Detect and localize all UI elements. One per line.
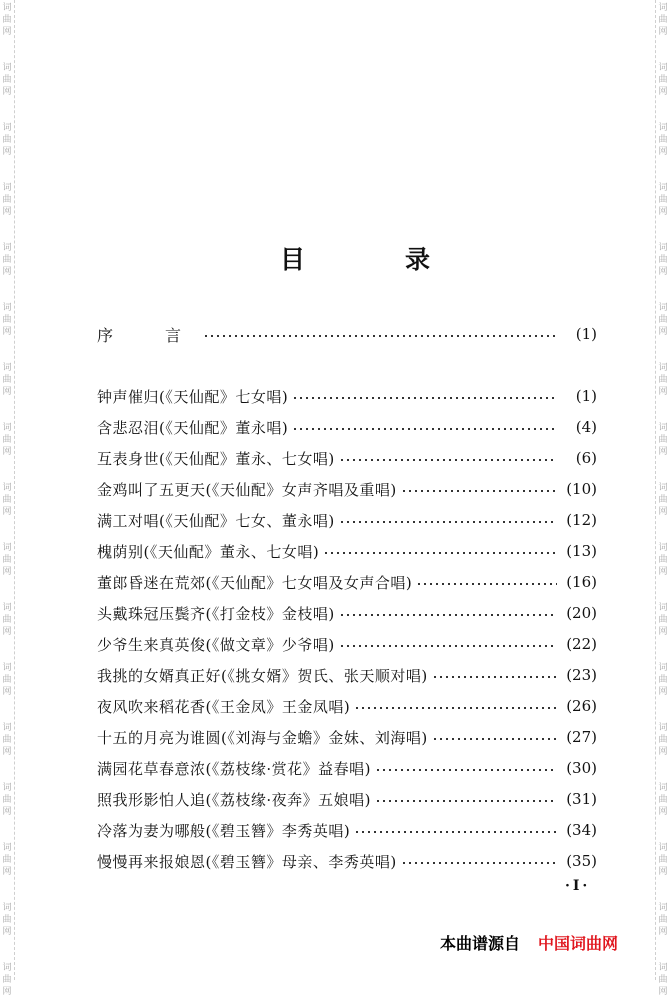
toc-entry[interactable] xyxy=(97,726,597,748)
toc-entry-title: 满工对唱(《天仙配》七女、董永唱) xyxy=(97,511,335,530)
watermark-char: 曲 xyxy=(658,15,668,25)
toc-leader-dots xyxy=(323,552,557,554)
watermark-char: 曲 xyxy=(2,375,12,385)
watermark-char: 曲 xyxy=(2,315,12,325)
watermark-char: 词 xyxy=(2,963,12,973)
watermark-mark xyxy=(657,842,669,878)
watermark-char: 曲 xyxy=(658,195,668,205)
watermark-char: 曲 xyxy=(658,495,668,505)
watermark-mark xyxy=(657,2,669,38)
toc-entry-page: (1) xyxy=(575,387,597,405)
watermark-char: 曲 xyxy=(658,615,668,625)
watermark-char: 曲 xyxy=(2,795,12,805)
watermark-char: 曲 xyxy=(658,555,668,565)
watermark-mark xyxy=(657,662,669,698)
toc-leader-dots xyxy=(292,428,557,430)
toc-entry-page: (16) xyxy=(566,573,597,591)
toc-entry[interactable] xyxy=(97,416,597,438)
watermark-mark xyxy=(1,602,13,638)
toc-entry-page: (34) xyxy=(566,821,597,839)
watermark-char: 词 xyxy=(658,303,668,313)
watermark-char: 词 xyxy=(658,963,668,973)
watermark-char: 曲 xyxy=(658,675,668,685)
watermark-char: 曲 xyxy=(2,675,12,685)
watermark-mark xyxy=(1,482,13,518)
watermark-char: 曲 xyxy=(2,195,12,205)
watermark-char: 网 xyxy=(658,507,668,517)
watermark-char: 曲 xyxy=(658,75,668,85)
watermark-char: 网 xyxy=(2,747,12,757)
watermark-char: 网 xyxy=(658,267,668,277)
watermark-char: 网 xyxy=(2,927,12,937)
toc-preface-page: (1) xyxy=(575,325,597,343)
toc-entry-page: (13) xyxy=(566,542,597,560)
title-char-1: 目 xyxy=(280,245,306,274)
footer-site-link[interactable]: 中国词曲网 xyxy=(538,934,619,953)
toc-entry-title: 头戴珠冠压鬓齐(《打金枝》金枝唱) xyxy=(97,604,335,623)
watermark-char: 曲 xyxy=(2,735,12,745)
watermark-char: 词 xyxy=(2,843,12,853)
watermark-char: 网 xyxy=(2,867,12,877)
toc-leader-dots xyxy=(401,862,557,864)
watermark-char: 网 xyxy=(2,327,12,337)
watermark-mark xyxy=(1,782,13,818)
watermark-mark xyxy=(657,902,669,938)
toc-entry[interactable] xyxy=(97,664,597,686)
watermark-char: 曲 xyxy=(658,435,668,445)
watermark-char: 词 xyxy=(2,483,12,493)
watermark-mark xyxy=(657,482,669,518)
watermark-mark xyxy=(657,962,669,998)
toc-entry-page: (20) xyxy=(566,604,597,622)
watermark-char: 曲 xyxy=(2,615,12,625)
page-number: ·Ⅰ· xyxy=(565,878,591,894)
toc-entry[interactable] xyxy=(97,447,597,469)
toc-leader-dots xyxy=(339,645,557,647)
watermark-char: 网 xyxy=(2,27,12,37)
toc-entry-title: 冷落为妻为哪般(《碧玉簪》李秀英唱) xyxy=(97,821,351,840)
toc-entry-page: (12) xyxy=(566,511,597,529)
toc-leader-dots xyxy=(375,769,557,771)
toc-entry-page: (27) xyxy=(566,728,597,746)
toc-leader-dots xyxy=(339,521,557,523)
toc-entry-title: 慢慢再来报娘恩(《碧玉簪》母亲、李秀英唱) xyxy=(97,852,397,871)
watermark-char: 词 xyxy=(658,423,668,433)
toc-entry-title: 钟声催归(《天仙配》七女唱) xyxy=(97,387,289,406)
toc-leader-dots xyxy=(375,800,557,802)
watermark-char: 词 xyxy=(658,903,668,913)
watermark-char: 词 xyxy=(658,603,668,613)
watermark-char: 网 xyxy=(2,627,12,637)
watermark-char: 网 xyxy=(658,327,668,337)
watermark-mark xyxy=(1,542,13,578)
watermark-char: 网 xyxy=(658,567,668,577)
watermark-char: 网 xyxy=(658,207,668,217)
toc-entry[interactable] xyxy=(97,788,597,810)
watermark-char: 词 xyxy=(658,543,668,553)
watermark-char: 曲 xyxy=(2,495,12,505)
watermark-char: 词 xyxy=(2,663,12,673)
toc-entry[interactable] xyxy=(97,602,597,624)
watermark-char: 曲 xyxy=(658,975,668,985)
watermark-char: 网 xyxy=(658,747,668,757)
watermark-char: 词 xyxy=(658,123,668,133)
watermark-char: 词 xyxy=(658,663,668,673)
watermark-char: 词 xyxy=(2,63,12,73)
toc-entry-title: 互表身世(《天仙配》董永、七女唱) xyxy=(97,449,335,468)
toc-leader-dots xyxy=(292,397,557,399)
page-title xyxy=(280,240,430,276)
watermark-char: 词 xyxy=(658,843,668,853)
toc-entry-page: (26) xyxy=(566,697,597,715)
toc-entry-title: 满园花草春意浓(《荔枝缘·赏花》益春唱) xyxy=(97,759,371,778)
watermark-char: 词 xyxy=(658,363,668,373)
toc-entry-title: 十五的月亮为谁圆(《刘海与金蟾》金妹、刘海唱) xyxy=(97,728,428,747)
toc-entry[interactable] xyxy=(97,571,597,593)
toc-entry[interactable] xyxy=(97,540,597,562)
watermark-char: 词 xyxy=(2,363,12,373)
toc-entry-page: (4) xyxy=(575,418,597,436)
watermark-mark xyxy=(1,422,13,458)
watermark-char: 网 xyxy=(2,87,12,97)
toc-entry[interactable] xyxy=(97,385,597,407)
watermark-char: 曲 xyxy=(658,795,668,805)
toc-entry-title: 董郎昏迷在荒郊(《天仙配》七女唱及女声合唱) xyxy=(97,573,413,592)
toc-leader-dots xyxy=(401,490,557,492)
watermark-mark xyxy=(1,362,13,398)
watermark-mark xyxy=(1,722,13,758)
toc-entry-page: (22) xyxy=(566,635,597,653)
watermark-mark xyxy=(1,302,13,338)
watermark-char: 曲 xyxy=(2,15,12,25)
watermark-char: 词 xyxy=(2,183,12,193)
watermark-char: 网 xyxy=(2,987,12,997)
watermark-char: 网 xyxy=(658,927,668,937)
watermark-char: 网 xyxy=(2,267,12,277)
watermark-char: 词 xyxy=(2,423,12,433)
watermark-char: 词 xyxy=(658,723,668,733)
watermark-char: 网 xyxy=(2,507,12,517)
watermark-mark xyxy=(657,722,669,758)
watermark-mark xyxy=(1,842,13,878)
watermark-char: 词 xyxy=(658,783,668,793)
toc-entry[interactable] xyxy=(97,757,597,779)
watermark-char: 网 xyxy=(658,147,668,157)
toc-leader-dots xyxy=(416,583,557,585)
watermark-mark xyxy=(1,902,13,938)
watermark-char: 网 xyxy=(2,807,12,817)
watermark-char: 网 xyxy=(658,627,668,637)
toc-entry[interactable] xyxy=(97,850,597,872)
left-watermark-strip xyxy=(0,0,15,997)
toc-leader-dots xyxy=(354,831,557,833)
watermark-char: 词 xyxy=(2,3,12,13)
toc-entry-title: 含悲忍泪(《天仙配》董永唱) xyxy=(97,418,289,437)
toc-entry-title: 照我形影怕人追(《荔枝缘·夜奔》五娘唱) xyxy=(97,790,371,809)
watermark-mark xyxy=(1,182,13,218)
watermark-char: 词 xyxy=(2,783,12,793)
watermark-char: 网 xyxy=(658,447,668,457)
watermark-char: 曲 xyxy=(2,75,12,85)
toc-entry[interactable] xyxy=(97,819,597,841)
watermark-char: 曲 xyxy=(2,855,12,865)
watermark-char: 曲 xyxy=(658,135,668,145)
watermark-mark xyxy=(657,542,669,578)
watermark-char: 曲 xyxy=(658,255,668,265)
footer-source-label: 本曲谱源自 xyxy=(440,934,521,953)
watermark-mark xyxy=(657,242,669,278)
watermark-char: 网 xyxy=(2,207,12,217)
toc-preface-row[interactable] xyxy=(97,323,597,345)
toc-entry[interactable] xyxy=(97,633,597,655)
watermark-char: 词 xyxy=(658,243,668,253)
toc-leader-dots xyxy=(339,614,557,616)
toc-entry-page: (10) xyxy=(566,480,597,498)
watermark-mark xyxy=(1,962,13,998)
watermark-char: 网 xyxy=(2,687,12,697)
watermark-char: 网 xyxy=(2,387,12,397)
watermark-char: 词 xyxy=(2,243,12,253)
toc-entry[interactable] xyxy=(97,478,597,500)
watermark-mark xyxy=(1,122,13,158)
watermark-char: 词 xyxy=(2,903,12,913)
watermark-mark xyxy=(657,182,669,218)
toc-leader-dots xyxy=(354,707,557,709)
toc-leader-dots xyxy=(203,335,557,337)
watermark-mark xyxy=(657,122,669,158)
toc-entry-title: 夜风吹来稻花香(《王金凤》王金凤唱) xyxy=(97,697,351,716)
toc-preface-label: 序 言 xyxy=(97,325,200,345)
title-char-2: 录 xyxy=(404,245,430,274)
toc-leader-dots xyxy=(432,676,557,678)
watermark-char: 词 xyxy=(2,723,12,733)
watermark-mark xyxy=(1,662,13,698)
watermark-mark xyxy=(1,242,13,278)
watermark-char: 词 xyxy=(658,3,668,13)
watermark-char: 词 xyxy=(2,303,12,313)
watermark-char: 曲 xyxy=(658,915,668,925)
watermark-char: 曲 xyxy=(2,555,12,565)
watermark-char: 网 xyxy=(2,567,12,577)
toc-entry-title: 槐荫别(《天仙配》董永、七女唱) xyxy=(97,542,320,561)
toc-entry-title: 金鸡叫了五更天(《天仙配》女声齐唱及重唱) xyxy=(97,480,397,499)
watermark-char: 网 xyxy=(2,147,12,157)
watermark-mark xyxy=(1,62,13,98)
watermark-mark xyxy=(657,362,669,398)
watermark-char: 词 xyxy=(2,543,12,553)
watermark-char: 词 xyxy=(658,483,668,493)
source-footer xyxy=(440,931,618,954)
watermark-char: 曲 xyxy=(658,735,668,745)
watermark-mark xyxy=(657,62,669,98)
watermark-mark xyxy=(657,782,669,818)
toc-entry-page: (35) xyxy=(566,852,597,870)
watermark-char: 网 xyxy=(2,447,12,457)
watermark-char: 曲 xyxy=(2,435,12,445)
toc-entry-title: 少爷生来真英俊(《做文章》少爷唱) xyxy=(97,635,335,654)
watermark-mark xyxy=(657,422,669,458)
toc-entry-page: (23) xyxy=(566,666,597,684)
watermark-char: 曲 xyxy=(2,135,12,145)
watermark-mark xyxy=(1,2,13,38)
watermark-char: 网 xyxy=(658,87,668,97)
watermark-char: 网 xyxy=(658,987,668,997)
watermark-char: 词 xyxy=(2,603,12,613)
toc-entry[interactable] xyxy=(97,509,597,531)
watermark-char: 曲 xyxy=(658,855,668,865)
watermark-char: 网 xyxy=(658,867,668,877)
right-watermark-strip xyxy=(655,0,670,997)
watermark-char: 曲 xyxy=(2,915,12,925)
watermark-char: 网 xyxy=(658,687,668,697)
watermark-char: 词 xyxy=(2,123,12,133)
watermark-char: 网 xyxy=(658,807,668,817)
toc-entry-page: (6) xyxy=(575,449,597,467)
watermark-char: 网 xyxy=(658,387,668,397)
toc-entry[interactable] xyxy=(97,695,597,717)
watermark-char: 曲 xyxy=(658,375,668,385)
toc-leader-dots xyxy=(339,459,557,461)
toc-entry-title: 我挑的女婿真正好(《挑女婿》贺氏、张天顺对唱) xyxy=(97,666,428,685)
watermark-char: 曲 xyxy=(658,315,668,325)
watermark-char: 曲 xyxy=(2,255,12,265)
toc-leader-dots xyxy=(432,738,557,740)
watermark-char: 曲 xyxy=(2,975,12,985)
watermark-char: 词 xyxy=(658,183,668,193)
toc-entry-page: (31) xyxy=(566,790,597,808)
watermark-mark xyxy=(657,302,669,338)
toc-entry-page: (30) xyxy=(566,759,597,777)
watermark-char: 词 xyxy=(658,63,668,73)
watermark-char: 网 xyxy=(658,27,668,37)
watermark-mark xyxy=(657,602,669,638)
